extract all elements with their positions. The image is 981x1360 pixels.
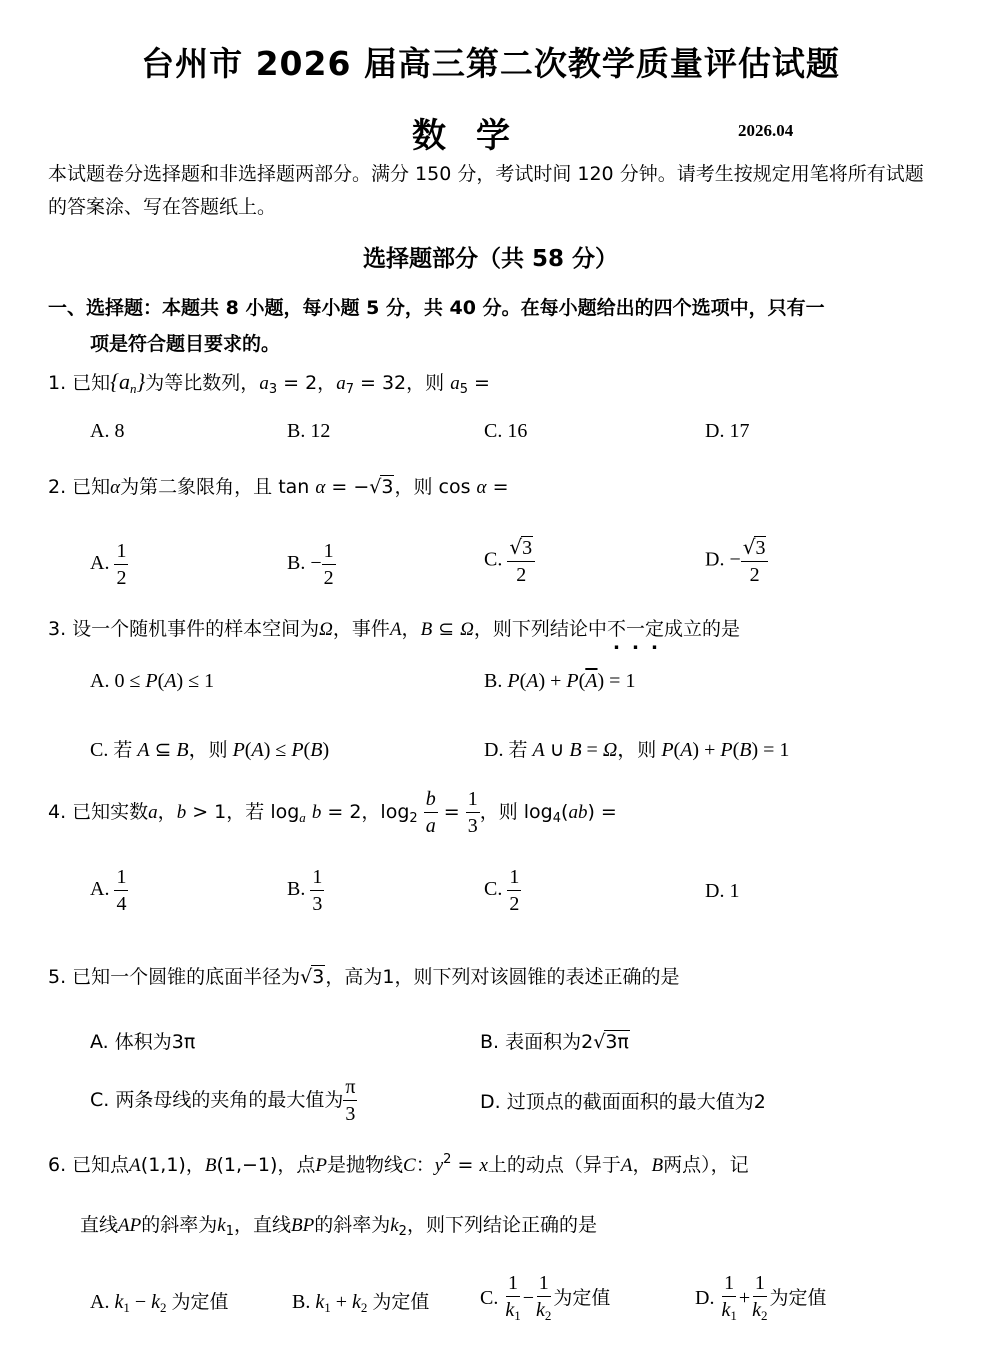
question-6-option-a: A. $k_1 - k_2$ 为定值 — [90, 1291, 229, 1315]
section-title: 选择题部分（共 58 分） — [362, 246, 619, 272]
question-5: 5. 已知一个圆锥的底面半径为√3，高为1，则下列对该圆锥的表述正确的是 — [48, 966, 680, 988]
question-3: 3. 设一个随机事件的样本空间为Ω，事件A，B ⊆ Ω，则下列结论中不一定成立的是 — [48, 618, 740, 640]
question-3-option-c: C. 若 A ⊆ B，则 P(A) ≤ P(B) — [90, 739, 330, 761]
question-1: 1. 已知$\{a_n\}$为等比数列，$a_3 = 2$，$a_7 = 32$，则 $a_5$ = — [48, 369, 490, 397]
question-6-option-b: B. $k_1 + k_2$ 为定值 — [292, 1291, 430, 1315]
question-3-option-b: B. $P(A) + P(\overline{A}) = 1$ — [484, 670, 636, 692]
question-4-option-d: D. 1 — [705, 880, 740, 902]
question-5-stem: 5. 已知一个圆锥的底面半径为 — [48, 966, 301, 988]
question-6-line1: 6. 已知点A(1,1)，B(1,−1)，点P是抛物线C：$y^2 = x$上的动点（异于A，B两点），记 — [48, 1152, 749, 1176]
question-2-option-c: C. $\frac{√3}{2}$ — [484, 536, 535, 586]
question-5-option-c-text: C. 两条母线的夹角的最大值为 — [90, 1089, 344, 1111]
exam-instructions: 本试题卷分选择题和非选择题两部分。满分 150 分，考试时间 120 分钟。请考生按规定用笔将所有试题的答案涂、写在答题纸上。 — [48, 163, 924, 218]
question-4-option-a: A. $\frac{1}{4}$ — [90, 866, 127, 915]
question-4-option-b: B. $\frac{1}{3}$ — [287, 866, 323, 915]
question-5-option-b: B. 表面积为2√3π — [480, 1031, 629, 1053]
question-4-option-c: C. $\frac{1}{2}$ — [484, 866, 520, 915]
question-2: 2. 已知α为第二象限角，且 tan α = −√3，则 cos α = — [48, 476, 509, 498]
exam-date: 2026.04 — [738, 121, 794, 140]
question-2-option-a: A. $\frac{1}{2}$ — [90, 540, 127, 589]
question-5-option-b-radical: 3π — [605, 1031, 629, 1053]
question-5-option-b-prefix: B. 表面积为2 — [480, 1031, 594, 1053]
question-2-option-d: D. − $\frac{√3}{2}$ — [705, 536, 768, 586]
subject-title: 数学 — [412, 116, 540, 156]
question-5-option-a: A. 体积为3π — [90, 1031, 196, 1053]
question-5-option-c: C. 两条母线的夹角的最大值为 $\frac{\pi}{3}$ — [90, 1076, 356, 1125]
question-1-option-a: A. 8 — [90, 420, 125, 442]
question-1-option-c: C. 16 — [484, 420, 528, 442]
question-3-option-a: A. 0 ≤ P(A) ≤ 1 — [90, 670, 215, 692]
question-2-option-b: B. − $\frac{1}{2}$ — [287, 540, 334, 589]
exam-title: 台州市 2026 届高三第二次教学质量评估试题 — [141, 44, 840, 83]
question-1-option-d: D. 17 — [705, 420, 750, 442]
question-1-option-b: B. 12 — [287, 420, 331, 442]
question-6-option-c: C. $\frac{1}{k_1}$ − $\frac{1}{k_2}$ 为定值 — [480, 1272, 611, 1323]
part-instructions-line2: 项是符合题目要求的。 — [90, 333, 281, 355]
question-5-stem-tail: ，高为1，则下列对该圆锥的表述正确的是 — [325, 966, 680, 988]
part-instructions — [48, 290, 933, 362]
question-3-option-d: D. 若 A ∪ B = Ω，则 P(A) + P(B) = 1 — [484, 739, 790, 761]
question-6-option-d: D. $\frac{1}{k_1}$ + $\frac{1}{k_2}$ 为定值 — [695, 1272, 827, 1323]
part-instructions-line1: 一、选择题：本题共 8 小题，每小题 5 分，共 40 分。在每小题给出的四个选项中，只有一 — [48, 297, 825, 319]
question-4: 4. 已知实数a，b > 1，若 $\log_a b = 2$，$\log_2$ $\frac{b}{a}$ = $\frac{1}{3}$ ，则 $\log_4(ab)$ = — [48, 788, 617, 837]
question-6-line2: 直线AP的斜率为$k_1$，直线BP的斜率为$k_2$，则下列结论正确的是 — [80, 1214, 597, 1239]
question-5-option-d: D. 过顶点的截面面积的最大值为2 — [480, 1091, 766, 1113]
